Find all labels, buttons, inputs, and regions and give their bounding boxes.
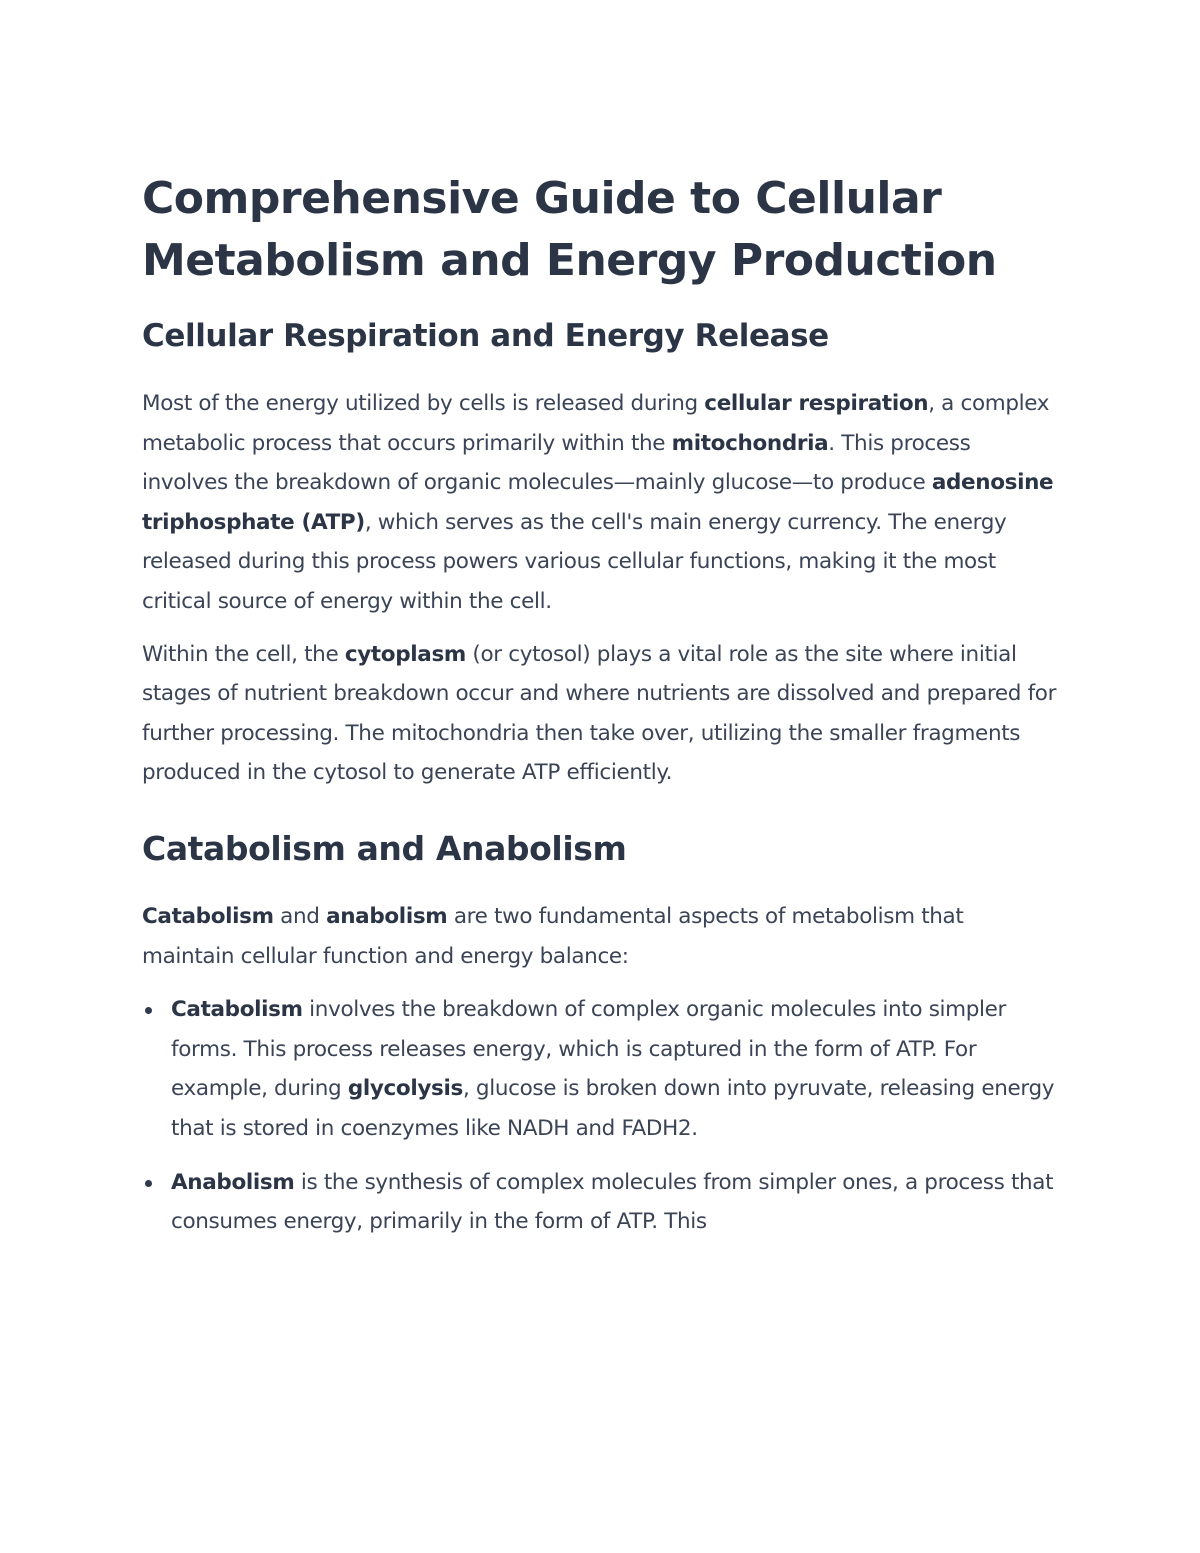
paragraph-cytoplasm bbox=[142, 635, 1062, 793]
paragraph-text: , a complex metabolic process that occurs primarily within the bbox=[142, 391, 1050, 456]
list-item bbox=[142, 990, 1062, 1148]
list-item-text: is the synthesis of complex molecules from simpler ones, a process that consumes energy, primarily in the form of ATP. This bbox=[171, 1169, 1054, 1235]
paragraph-metabolism-intro bbox=[142, 897, 1062, 976]
paragraph-text: Within the cell, the bbox=[142, 641, 345, 667]
term-anabolism: Anabolism bbox=[171, 1169, 295, 1195]
bullet-list bbox=[142, 990, 1062, 1242]
paragraph-text: (or cytosol) plays a vital role as the site where initial stages of nutrient breakdown occur and where nutrients are dissolved and prepared for further processing. The mitochondria then take over, utilizing the smaller fragments produced in the cytosol to generate ATP efficiently. bbox=[142, 641, 1057, 786]
paragraph-text: , which serves as the cell's main energy currency. The energy released during this process powers various cellular functions, making it the most critical source of energy within the cell. bbox=[142, 509, 1007, 614]
document-page bbox=[142, 168, 1062, 1242]
paragraph-text: and bbox=[273, 903, 327, 929]
list-item bbox=[142, 1163, 1062, 1242]
term-anabolism: anabolism bbox=[326, 903, 448, 929]
term-atp: adenosine triphosphate (ATP) bbox=[142, 470, 1054, 535]
bullet-icon bbox=[145, 1007, 152, 1014]
list-item-text: involves the breakdown of complex organic molecules into simpler forms. This process releases energy, which is captured in the form of ATP. For example, during bbox=[171, 997, 1007, 1102]
section-heading-catabolism-anabolism: Catabolism and Anabolism bbox=[142, 828, 627, 868]
term-catabolism: Catabolism bbox=[142, 903, 274, 929]
term-cellular-respiration: cellular respiration bbox=[704, 391, 929, 416]
term-glycolysis: glycolysis bbox=[347, 1076, 463, 1102]
section-heading-cellular-respiration: Cellular Respiration and Energy Release bbox=[142, 318, 829, 354]
bullet-icon bbox=[145, 1180, 152, 1187]
term-cytoplasm: cytoplasm bbox=[344, 641, 466, 667]
paragraph-text: . This process involves the breakdown of organic molecules—mainly glucose—to produce bbox=[142, 430, 971, 496]
paragraph-text: are two fundamental aspects of metabolism that maintain cellular function and energy balance: bbox=[142, 903, 964, 969]
term-mitochondria: mitochondria bbox=[671, 430, 829, 456]
list-item-text: , glucose is broken down into pyruvate, releasing energy that is stored in coenzymes like NADH and FADH2. bbox=[171, 1076, 1055, 1141]
term-catabolism: Catabolism bbox=[171, 997, 303, 1023]
paragraph-cellular-respiration bbox=[142, 384, 1062, 622]
paragraph-text: Most of the energy utilized by cells is released during bbox=[142, 391, 705, 416]
page-title: Comprehensive Guide to Cellular Metabolism and Energy Production bbox=[142, 173, 997, 286]
